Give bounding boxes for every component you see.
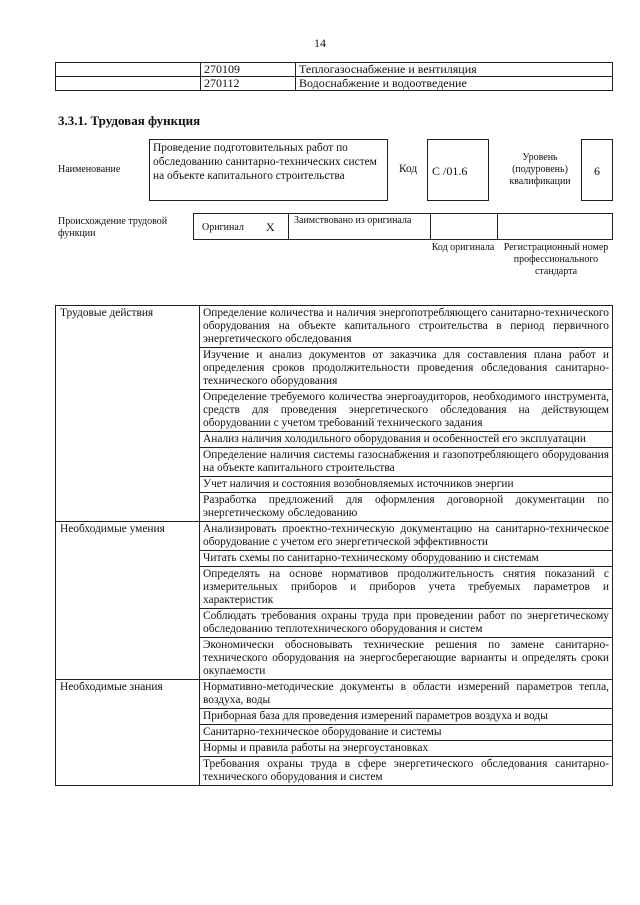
category-cell: Трудовые действия xyxy=(56,306,200,522)
origin-label: Происхождение трудовой функции xyxy=(58,216,168,239)
specialty-name: Водоснабжение и водоотведение xyxy=(296,77,613,91)
divider xyxy=(288,213,289,240)
function-details-table xyxy=(55,305,613,786)
code-label: Код xyxy=(399,163,418,175)
requirement-cell: Анализировать проектно-техническую документацию на санитарно-техническое оборудование с учетом его энергетической эффективности xyxy=(200,522,613,551)
category-cell: Необходимые знания xyxy=(56,680,200,786)
borrowed-label: Заимствовано из оригинала xyxy=(294,215,412,226)
table-cell-empty xyxy=(56,63,201,77)
original-label: Оригинал xyxy=(202,222,244,233)
divider xyxy=(430,213,431,240)
requirement-cell: Учет наличия и состояния возобновляемых источников энергии xyxy=(200,477,613,493)
qualification-level: 6 xyxy=(581,139,613,201)
requirement-cell: Нормы и правила работы на энергоустановках xyxy=(200,741,613,757)
name-label: Наименование xyxy=(58,164,121,175)
table-row xyxy=(56,306,613,348)
table-row xyxy=(56,680,613,709)
requirement-cell: Определение наличия системы газоснабжения и газопотребляющего оборудования на объекте капитального строительства xyxy=(200,448,613,477)
reg-number-label: Регистрационный номер профессионального стандарта xyxy=(503,242,609,277)
function-name: Проведение подготовительных работ по обследованию санитарно-технических систем на объекте капитального строительства xyxy=(149,139,388,201)
table-row xyxy=(56,522,613,551)
origin-box xyxy=(193,213,613,240)
requirement-cell: Определение количества и наличия энергопотребляющего санитарно-технического оборудования на объекте капитального строительства в период первичного энергетического обследования xyxy=(200,306,613,348)
requirement-cell: Определять на основе нормативов продолжительность снятия показаний с измерительных приборов и приборов учета требуемых параметров и характеристик xyxy=(200,567,613,609)
code-original-label: Код оригинала xyxy=(431,242,495,253)
requirement-cell: Приборная база для проведения измерений параметров воздуха и воды xyxy=(200,709,613,725)
specialty-code: 270109 xyxy=(201,63,296,77)
requirement-cell: Экономически обосновывать технические решения по замене санитарно-технического оборудования на энергосберегающие варианты и определять сроки окупаемости xyxy=(200,638,613,680)
divider xyxy=(497,213,498,240)
table-cell-empty xyxy=(56,77,201,91)
requirement-cell: Соблюдать требования охраны труда при проведении работ по энергетическому обследованию теплотехнического оборудования и систем xyxy=(200,609,613,638)
section-title: 3.3.1. Трудовая функция xyxy=(58,113,201,128)
table-row xyxy=(56,77,613,91)
requirement-cell: Требования охраны труда в сфере энергетического обследования санитарно-технического оборудования и систем xyxy=(200,757,613,786)
requirement-cell: Анализ наличия холодильного оборудования и особенностей его эксплуатации xyxy=(200,432,613,448)
requirement-cell: Читать схемы по санитарно-техническому оборудованию и системам xyxy=(200,551,613,567)
specialty-name: Теплогазоснабжение и вентиляция xyxy=(296,63,613,77)
specialty-table xyxy=(55,62,613,91)
function-code: С /01.6 xyxy=(427,139,489,201)
table-row xyxy=(56,63,613,77)
requirement-cell: Нормативно-методические документы в области измерений параметров тепла, воздуха, воды xyxy=(200,680,613,709)
original-mark: Х xyxy=(266,220,275,234)
level-label: Уровень (подуровень) квалификации xyxy=(509,152,571,187)
specialty-code: 270112 xyxy=(201,77,296,91)
requirement-cell: Изучение и анализ документов от заказчика для составления плана работ и определения сроков продолжительности проведения обследования санитарно-технического оборудования xyxy=(200,348,613,390)
requirement-cell: Разработка предложений для оформления договорной документации по энергетическому обследованию xyxy=(200,493,613,522)
requirement-cell: Санитарно-техническое оборудование и системы xyxy=(200,725,613,741)
page-number: 14 xyxy=(314,36,326,50)
category-cell: Необходимые умения xyxy=(56,522,200,680)
requirement-cell: Определение требуемого количества энергоаудиторов, необходимого инструмента, средств для проведения энергетического обследования на действующем оборудовании с учетом требований технического задания xyxy=(200,390,613,432)
